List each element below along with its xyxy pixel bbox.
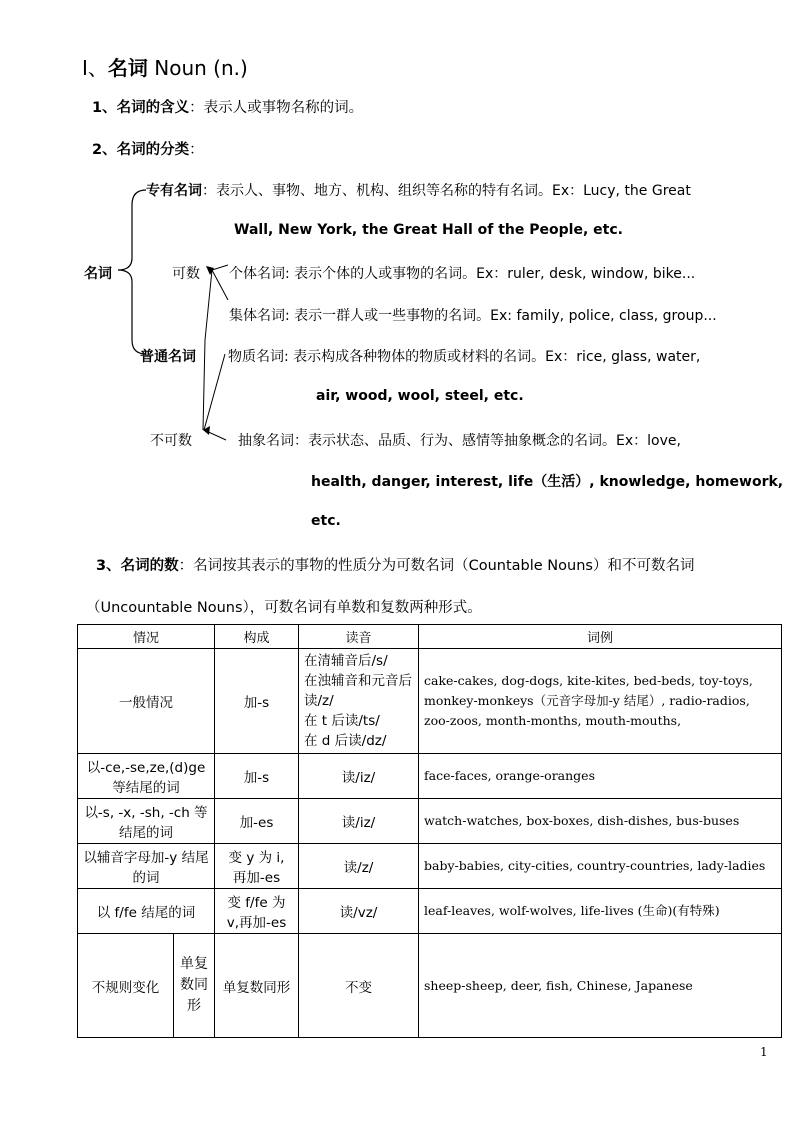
page-number: 1 (760, 1045, 768, 1059)
proper-noun-examples: Wall, New York, the Great Hall of the People, etc. (234, 222, 623, 238)
row-form: 加-s (215, 754, 299, 799)
material-noun-text: : 表示构成各种物体的物质或材料的名词。Ex：rice, glass, water, (284, 349, 701, 365)
abstract-noun-label: 抽象名词 (238, 433, 294, 449)
row-pron: 不变 (299, 934, 419, 1038)
row-case: 以 f/fe 结尾的词 (78, 889, 215, 934)
header-form: 构成 (215, 625, 299, 649)
material-noun-label: 物质名词 (228, 349, 284, 365)
section-3 (96, 554, 694, 575)
table-row (78, 889, 782, 934)
table-header-row (78, 625, 782, 649)
row-form: 加-s (215, 649, 299, 754)
row-case: 以辅音字母加-y 结尾的词 (78, 844, 215, 889)
section-1-text: ：表示人或事物名称的词。 (189, 100, 364, 116)
pron-line: 在清辅音后/s/ (304, 653, 388, 669)
table-row (78, 934, 782, 1038)
table-row (78, 649, 782, 754)
collective-noun (229, 305, 717, 325)
countable-label: 可数 (172, 266, 200, 282)
section-2-label: 2、名词的分类 (92, 142, 190, 158)
pron-line: 在 t 后读/ts/ (304, 713, 380, 729)
abstract-noun-etc: etc. (311, 513, 341, 529)
row-case: 不规则变化 (78, 934, 174, 1038)
header-case: 情况 (78, 625, 215, 649)
abstract-noun (238, 430, 681, 450)
row-subcase: 单复数同形 (174, 934, 215, 1038)
row-examples: cake-cakes, dog-dogs, kite-kites, bed-beds, toy-toys, monkey-monkeys（元音字母加-y 结尾）, radio-radios, zoo-zoos, month-months, mouth-mouths, (419, 649, 782, 754)
row-form: 变 y 为 i, 再加-es (215, 844, 299, 889)
pron-line: 在浊辅音和元音后读/z/ (304, 673, 412, 709)
section-3-cont: （Uncountable Nouns），可数名词有单数和复数两种形式。 (86, 600, 482, 616)
header-examples: 词例 (419, 625, 782, 649)
collective-noun-text: : 表示一群人或一些事物的名词。Ex: family, police, class, group... (285, 308, 717, 324)
collective-noun-label: 集体名词 (229, 308, 285, 324)
section-1-label: 1、名词的含义 (92, 100, 190, 116)
row-form: 单复数同形 (215, 934, 299, 1038)
material-noun (228, 346, 700, 366)
plural-rules-table (77, 624, 782, 1038)
table-row (78, 754, 782, 799)
section-3-label: 3、名词的数 (96, 558, 179, 574)
row-pron: 读/z/ (299, 844, 419, 889)
pron-line: 在 d 后读/dz/ (304, 733, 387, 749)
table-row (78, 844, 782, 889)
proper-noun-text: ：表示人、事物、地方、机构、组织等名称的特有名词。Ex：Lucy, the Great (202, 183, 691, 199)
title-numeral: I、 (82, 56, 108, 80)
row-examples: baby-babies, city-cities, country-countries, lady-ladies (419, 844, 782, 889)
row-examples: sheep-sheep, deer, fish, Chinese, Japanese (419, 934, 782, 1038)
individual-noun (229, 263, 695, 283)
table-row (78, 799, 782, 844)
section-2-colon: ： (189, 142, 204, 158)
abstract-noun-examples: health, danger, interest, life（生活）, knowledge, homework, (311, 474, 784, 490)
proper-noun-label: 专有名词 (146, 183, 202, 199)
material-noun-examples: air, wood, wool, steel, etc. (316, 388, 524, 404)
row-form: 变 f/fe 为 v,再加-es (215, 889, 299, 934)
row-pron: 读/iz/ (299, 799, 419, 844)
proper-noun (146, 180, 691, 200)
row-examples: watch-watches, box-boxes, dish-dishes, bus-buses (419, 799, 782, 844)
row-pron: 读/iz/ (299, 754, 419, 799)
uncountable-label: 不可数 (150, 433, 192, 449)
row-pron: 读/vz/ (299, 889, 419, 934)
row-case: 以-s, -x, -sh, -ch 等结尾的词 (78, 799, 215, 844)
common-noun-label: 普通名词 (140, 349, 196, 365)
title-en: Noun (n.) (154, 56, 248, 80)
row-case: 以-ce,-se,ze,(d)ge 等结尾的词 (78, 754, 215, 799)
abstract-noun-text: ：表示状态、品质、行为、感情等抽象概念的名词。Ex：love, (294, 433, 681, 449)
header-pron: 读音 (299, 625, 419, 649)
title-cn: 名词 (107, 56, 148, 80)
row-examples: face-faces, orange-oranges (419, 754, 782, 799)
row-pron (299, 649, 419, 754)
row-examples: leaf-leaves, wolf-wolves, life-lives (生命)(有特殊) (419, 889, 782, 934)
individual-noun-label: 个体名词 (229, 266, 285, 282)
individual-noun-text: : 表示个体的人或事物的名词。Ex：ruler, desk, window, bike... (285, 266, 696, 282)
row-case: 一般情况 (78, 649, 215, 754)
row-form: 加-es (215, 799, 299, 844)
noun-root-label: 名词 (84, 266, 112, 282)
section-3-text: ：名词按其表示的事物的性质分为可数名词（Countable Nouns）和不可数名词 (178, 558, 695, 574)
